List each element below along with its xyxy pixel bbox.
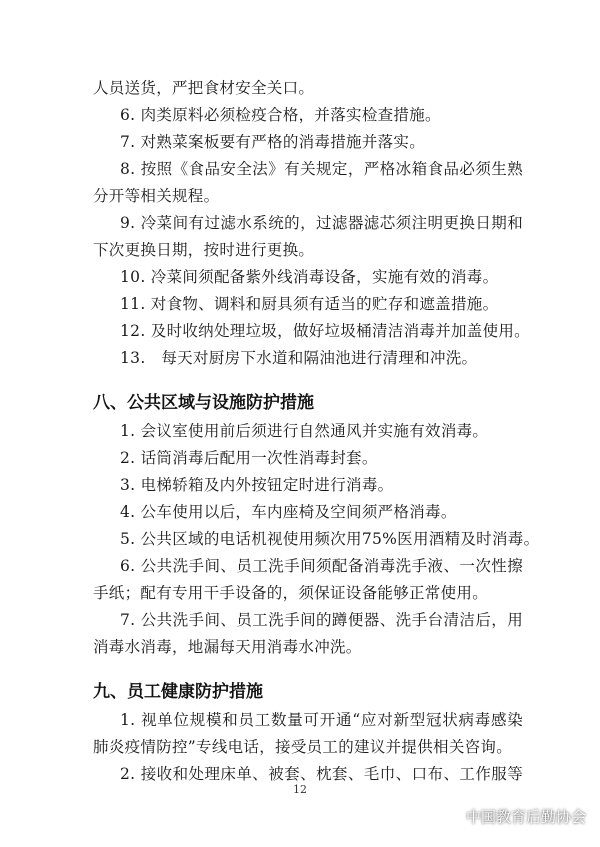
text-line: 1. 会议室使用前后须进行自然通风并实施有效消毒。 <box>120 422 489 440</box>
text-line: 2. 话筒消毒后配用一次性消毒封套。 <box>120 449 378 467</box>
text-line: 2. 接收和处理床单、被套、枕套、毛巾、口布、工作服等 <box>120 765 523 783</box>
page-number: 12 <box>293 783 307 796</box>
text-line: 下次更换日期，按时进行更换。 <box>93 241 315 259</box>
text-line: 人员送货，严把食材安全关口。 <box>93 79 315 97</box>
text-line: 分开等相关规程。 <box>93 187 220 205</box>
text-line: 7. 对熟菜案板要有严格的消毒措施并落实。 <box>120 133 426 151</box>
text-line: 4. 公车使用以后，车内座椅及空间须严格消毒。 <box>120 503 457 521</box>
text-line: 5. 公共区域的电话机视使用频次用75%医用酒精及时消毒。 <box>120 530 540 548</box>
text-line: 11. 对食物、调料和厨具须有适当的贮存和遮盖措施。 <box>120 295 499 313</box>
text-line: 手纸；配有专用干手设备的，须保证设备能够正常使用。 <box>93 584 489 602</box>
wechat-icon <box>436 807 460 827</box>
text-line: 7. 公共洗手间、员工洗手间的蹲便器、洗手台清洁后，用 <box>120 611 523 629</box>
text-line: 肺炎疫情防控”专线电话，接受员工的建议并提供相关咨询。 <box>93 738 513 756</box>
text-line: 13. 每天对厨房下水道和隔油池进行清理和冲洗。 <box>120 349 478 367</box>
text-line: 12. 及时收纳处理垃圾，做好垃圾桶清洁消毒并加盖使用。 <box>120 322 530 340</box>
text-line: 8. 按照《食品安全法》有关规定，严格冰箱食品必须生熟 <box>120 160 523 178</box>
text-line: 10. 冷菜间须配备紫外线消毒设备，实施有效的消毒。 <box>120 268 499 286</box>
text-line: 1. 视单位规模和员工数量可开通“应对新型冠状病毒感染 <box>120 711 523 729</box>
section-heading: 八、公共区域与设施防护措施 <box>93 393 314 413</box>
text-line: 6. 肉类原料必须检疫合格，并落实检查措施。 <box>120 106 441 124</box>
text-line: 9. 冷菜间有过滤水系统的，过滤器滤芯须注明更换日期和 <box>120 214 523 232</box>
section-heading: 九、员工健康防护措施 <box>93 682 263 702</box>
text-line: 消毒水消毒，地漏每天用消毒水冲洗。 <box>93 638 362 656</box>
text-line: 3. 电梯轿箱及内外按钮定时进行消毒。 <box>120 476 394 494</box>
watermark-text: 中国教育后勤协会 <box>465 808 586 826</box>
text-line: 6. 公共洗手间、员工洗手间须配备消毒洗手液、一次性擦 <box>120 557 523 575</box>
watermark <box>436 806 586 827</box>
